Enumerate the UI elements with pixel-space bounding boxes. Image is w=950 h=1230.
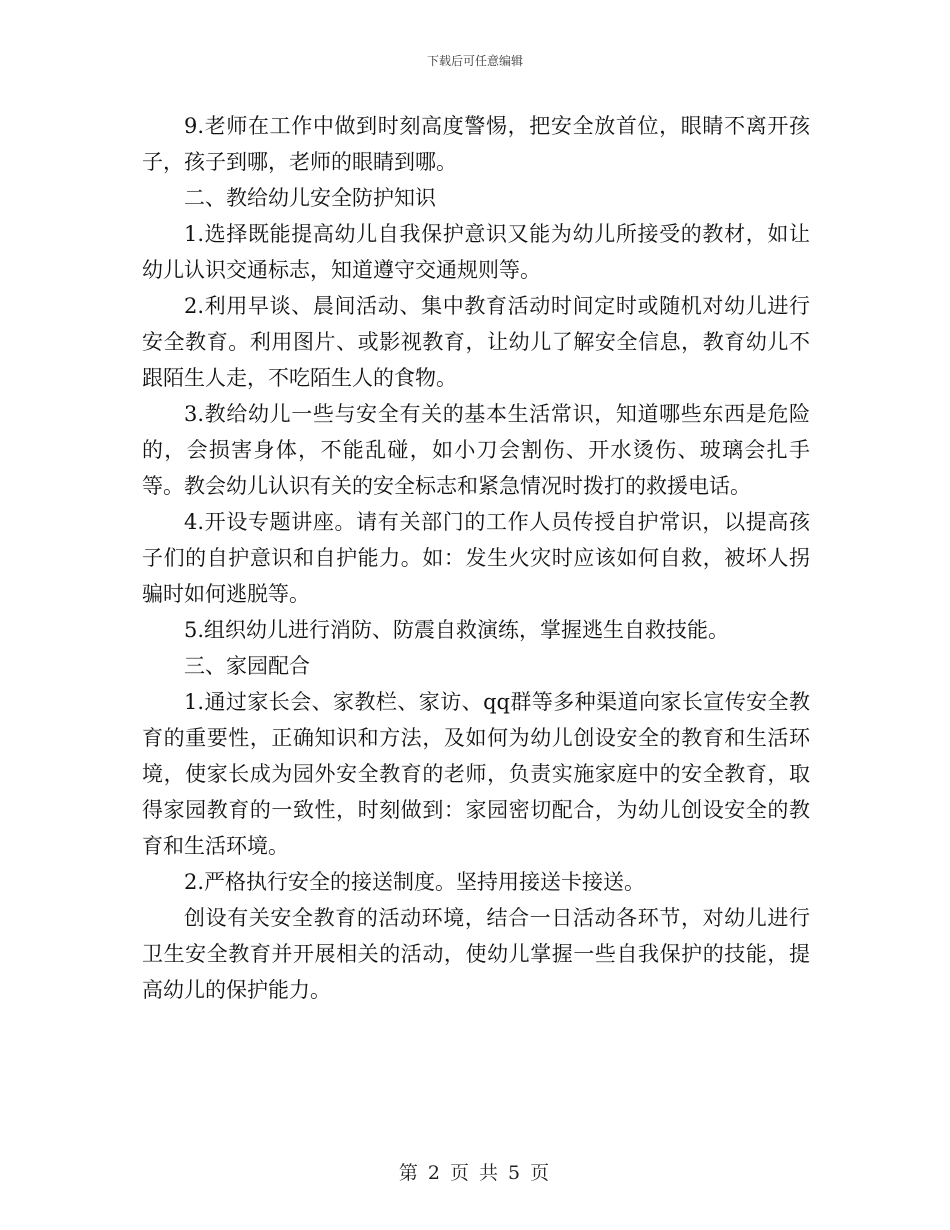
section-heading-3: 三、家园配合	[184, 654, 310, 678]
closing-paragraph: 创设有关安全教育的活动环境，结合一日活动各环节，对幼儿进行卫生安全教育并开展相关的活动，使幼儿掌握一些自我保护的技能，提高幼儿的保护能力。	[142, 906, 810, 1002]
page-number: 第 2 页 共 5 页	[398, 1162, 552, 1184]
paragraph-item-1: 1.选择既能提高幼儿自我保护意识又能为幼儿所接受的教材，如让幼儿认识交通标志，知道遵守交通规则等。	[142, 222, 810, 282]
section-heading-2: 二、教给幼儿安全防护知识	[184, 186, 436, 210]
paragraph-item-2b: 2.严格执行安全的接送制度。坚持用接送卡接送。	[184, 870, 646, 894]
document-body	[142, 108, 810, 1008]
page-header: 下载后可任意编辑	[426, 54, 523, 68]
paragraph-item-5: 5.组织幼儿进行消防、防震自救演练，掌握逃生自救技能。	[184, 618, 730, 642]
paragraph-item-2: 2.利用早谈、晨间活动、集中教育活动时间定时或随机对幼儿进行安全教育。利用图片、或影视教育，让幼儿了解安全信息，教育幼儿不跟陌生人走，不吃陌生人的食物。	[142, 294, 810, 390]
paragraph-item-4: 4.开设专题讲座。请有关部门的工作人员传授自护常识，以提高孩子们的自护意识和自护能力。如：发生火灾时应该如何自救，被坏人拐骗时如何逃脱等。	[142, 510, 810, 606]
paragraph-item-1b: 1.通过家长会、家教栏、家访、qq群等多种渠道向家长宣传安全教育的重要性，正确知识和方法，及如何为幼儿创设安全的教育和生活环境，使家长成为园外安全教育的老师，负责实施家庭中的安全教育，取得家园教育的一致性，时刻做到：家园密切配合，为幼儿创设安全的教育和生活环境。	[142, 690, 810, 858]
paragraph-item-3: 3.教给幼儿一些与安全有关的基本生活常识，知道哪些东西是危险的，会损害身体，不能乱碰，如小刀会割伤、开水烫伤、玻璃会扎手等。教会幼儿认识有关的安全标志和紧急情况时拨打的救援电话。	[142, 402, 810, 498]
paragraph-item-9: 9.老师在工作中做到时刻高度警惕，把安全放首位，眼睛不离开孩子，孩子到哪，老师的眼睛到哪。	[142, 114, 810, 174]
